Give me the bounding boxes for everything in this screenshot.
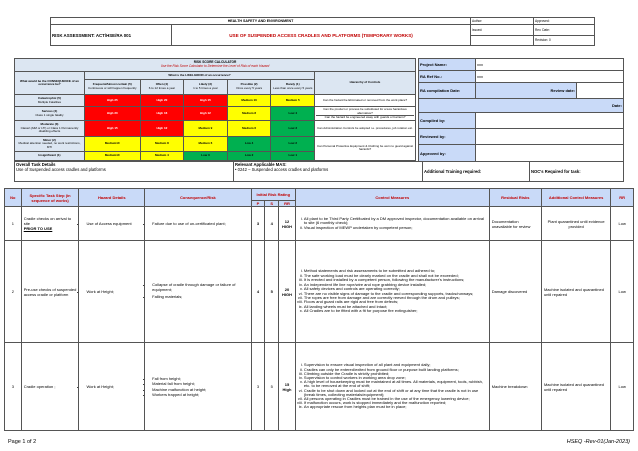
risk-score-calculator — [14, 58, 416, 161]
rev-date-label: Rev. Date: — [534, 25, 595, 36]
revision-label: Revision: 0 — [534, 35, 595, 46]
risk-cell: Low 2 — [271, 136, 315, 151]
col-final-rr: RR — [611, 189, 634, 207]
compiled-by-label: Compiled by: — [419, 113, 476, 129]
page-number: Page 1 of 2 — [8, 439, 37, 445]
risk-cell: High 20 — [84, 107, 140, 121]
risk-cell: High 12 — [184, 107, 228, 121]
overall-task-details: Overall Task Details Use of Suspended access cradles and platforms Relevant Applicable MAS: • 0242 – Suspended access cradles and platforms Additional Training required: NOC's Required for task: — [14, 161, 624, 182]
ra-compilation-label: RA compilation Date: — [419, 83, 476, 99]
consequence-row: Serious (4) Class 1 single fatality — [15, 107, 85, 121]
overall-task-label: Overall Task Details — [16, 162, 56, 167]
hierarchy-item: Can Administration Controls be adopted i.e. procedures, job rotation etc. — [315, 121, 416, 136]
consequence-row: Minor (2) Medical attention needed, no work restrictions, MTI — [15, 136, 85, 151]
calculator-title: RISK SCORE CALCULATOR — [193, 60, 237, 65]
training-label: Additional Training required: — [423, 162, 530, 182]
likelihood-header: What is the LIKELIHOOD of an occurrence? — [84, 72, 314, 80]
risk-cell: Medium 5 — [271, 95, 315, 107]
risk-cell: Medium 8 — [227, 107, 271, 121]
hierarchy-item: Can the hazard be Eliminated or removed from the work place? — [315, 95, 416, 107]
table-row: 1 Cradle checks on arrival to site PRIOR TO USE • Use of Access equipment • Failure due to use of un-certificated plant; 3 4 12 HIGH i. All plant to be Third Party Certificated by a DM approved inspector, documentation available on arrival to site (6 monthly check); ii. Visual inspection of MEWP undertaken by competent person; Documentation unavailable for review Plant quarantined until evidence provided Low — [5, 207, 634, 241]
risk-cell: High 12 — [140, 121, 184, 136]
risk-cell: High 16 — [140, 107, 184, 121]
col-step: Specific Task Step (in sequence of works) — [21, 189, 79, 207]
risk-assessment-table — [4, 188, 634, 431]
document-title: USE OF SUSPENDED ACCESS CRADLES AND PLATFORMS (TEMPORARY WORKS) — [172, 25, 471, 46]
ra-number: RISK ASSESSMENT: ACT/HSE/RA 001 — [51, 25, 172, 46]
risk-cell: Medium 6 — [227, 121, 271, 136]
noc-label: NOC's Required for task: — [530, 162, 624, 182]
issued-label: Issued: — [471, 25, 534, 36]
calculator-subtitle: Use the Risk Score Calculator to Determine the Level of Risk of each Hazard — [160, 64, 270, 69]
project-name-value[interactable]: xxx — [476, 59, 624, 71]
ra-ref-label: RA Ref No.: — [419, 71, 476, 83]
risk-cell: Medium 4 — [140, 152, 184, 161]
likelihood-col: Rarely (1) Less than once every 5 years — [271, 79, 315, 94]
risk-cell: Low 2 — [227, 152, 271, 161]
approved-label: Approved: — [534, 18, 595, 25]
document-code: HSEQ -Rev-01(Jan-2023) — [566, 439, 630, 445]
date-label: Date: — [419, 99, 624, 113]
col-s: S — [265, 201, 279, 207]
approved-by-label: Approved by: — [419, 145, 476, 162]
hse-title: HEALTH SAFETY AND ENVIRONMENT — [51, 18, 471, 25]
consequence-header: What would be the CONSEQUENCE of an occurrence be? — [15, 72, 85, 95]
table-row: 3 Cradle operation ; • Work at Height; • Fall from height; • Material fall from height; • Machine malfunction at height; • Workers trapped at height; 3 5 15 High i. Supervision to ensure visual inspection of all plant and equipment daily; ii. Cradles can only be entered/exited from ground floor or purpose built landing platforms; iii. Climbing outside the Cradle is strictly prohibited; iv. Supervision to control workers in working area drop zone; v. A high level of housekeeping must be maintained at all times. All materials, equipment, tools, rubbish, etc. to be removed at the end of shift; vi. Cradle to be shut down and locked out at the end of shift or at any time that the cradle is not in use (break times, collecting materials/equipment); vii. All persons operating in Cradles must be trained in the use of the emergency lowering device; viii. If malfunction occurs, work is stopped immediately and the malfunction reported; ix. An appropriate rescue from heights plan must be in place; Machine breakdown Machine isolated and quarantined until repaired Low — [5, 343, 634, 431]
likelihood-col: Possible (2) Once every 5 years — [227, 79, 271, 94]
col-additional: Additional Control Measures — [541, 189, 610, 207]
mas-label: Relevant Applicable MAS: — [235, 162, 287, 167]
ra-ref-value[interactable]: xxx — [476, 71, 624, 83]
hierarchy-item: Can the product or process be substituted for a less hazardous alternative? Can the hazard be engineered away with guards or barriers? — [315, 107, 416, 121]
table-row: 2 Pre-use checks of suspended access cradle or platform • Work at Height; • Collapse of cradle through damage or failure of equipment; • Falling materials; 4 5 20 HIGH i. Method statements and risk assessments to be submitted and adhered to; ii. The safe working load must be clearly marked on the cradle and shall not be exceeded; iii. It is erected and installed by a competent person, following the manufacturer's instructions; iv. An independent life line rope/wire and rope grabbing device installed; v. All safety devices and controls are operating correctly; vi. There are no visible signs of damage to the cradle and corresponding supports, tracks/runways; vii. The ropes are free from damage and are correctly reeved through the drum and pulleys; viii. Floors and guard rails are rigid and free from defects; ix. All landing wheels must be attached and intact; x. All Cradles are to be fitted with a fit for purpose fire extinguisher; Damage discovered Machine isolated and quarantined until repaired Low — [5, 241, 634, 343]
col-p: P — [251, 201, 265, 207]
risk-cell: Medium 10 — [227, 95, 271, 107]
risk-cell: Low 3 — [271, 121, 315, 136]
risk-cell: High 25 — [84, 95, 140, 107]
col-no: No — [5, 189, 22, 207]
likelihood-col: Often (4) 6 to 12 times a year — [140, 79, 184, 94]
col-rr: RR — [279, 201, 296, 207]
col-hazard: Hazard Details — [79, 189, 145, 207]
risk-cell: Medium10 — [84, 152, 140, 161]
risk-cell: High 15 — [84, 121, 140, 136]
hierarchy-item: Can Personal Protective Equipment & Clothing be worn to guard against hazards? — [315, 136, 416, 160]
mas-value: 0242 – Suspended access cradles and platforms — [237, 167, 329, 172]
risk-cell: High 15 — [184, 95, 228, 107]
document-header — [50, 17, 595, 46]
consequence-row: Moderate (3) Class2 (AIM or LTI) or Class 1 Permanently disabling effects — [15, 121, 85, 136]
overall-task-value: Use of Suspended access cradles and platforms — [16, 167, 106, 172]
project-info — [418, 58, 624, 162]
col-controls: Control Measures — [295, 189, 489, 207]
consequence-row: Catastrophic (5) Multiple Fatalities — [15, 95, 85, 107]
risk-cell: Low 3 — [184, 152, 228, 161]
risk-cell: Medium 9 — [184, 121, 228, 136]
project-name-label: Project Name: — [419, 59, 476, 71]
col-initial-rating: Initial Risk Rating — [251, 189, 295, 201]
risk-cell: Medium10 — [84, 136, 140, 151]
author-label: Author: — [471, 18, 534, 25]
hierarchy-header: Hierarchy of Controls — [315, 72, 416, 95]
reviewed-by-label: Reviewed by: — [419, 129, 476, 145]
likelihood-col: Likely (3) 1 to 5 times a year — [184, 79, 228, 94]
col-residual: Residual Risks — [489, 189, 541, 207]
risk-cell: Low 4 — [227, 136, 271, 151]
review-date-label: Review date: — [476, 83, 577, 99]
risk-cell: Low 4 — [271, 107, 315, 121]
col-consequence: Consequence/Risk — [145, 189, 252, 207]
consequence-row: Insignificant (1) — [15, 152, 85, 161]
risk-cell: Medium 8 — [140, 136, 184, 151]
risk-cell: Medium 6 — [184, 136, 228, 151]
risk-cell: High 20 — [140, 95, 184, 107]
risk-cell: Low 1 — [271, 152, 315, 161]
likelihood-col: Frequent/Almost certain (5) Continuous or will happen frequently — [84, 79, 140, 94]
